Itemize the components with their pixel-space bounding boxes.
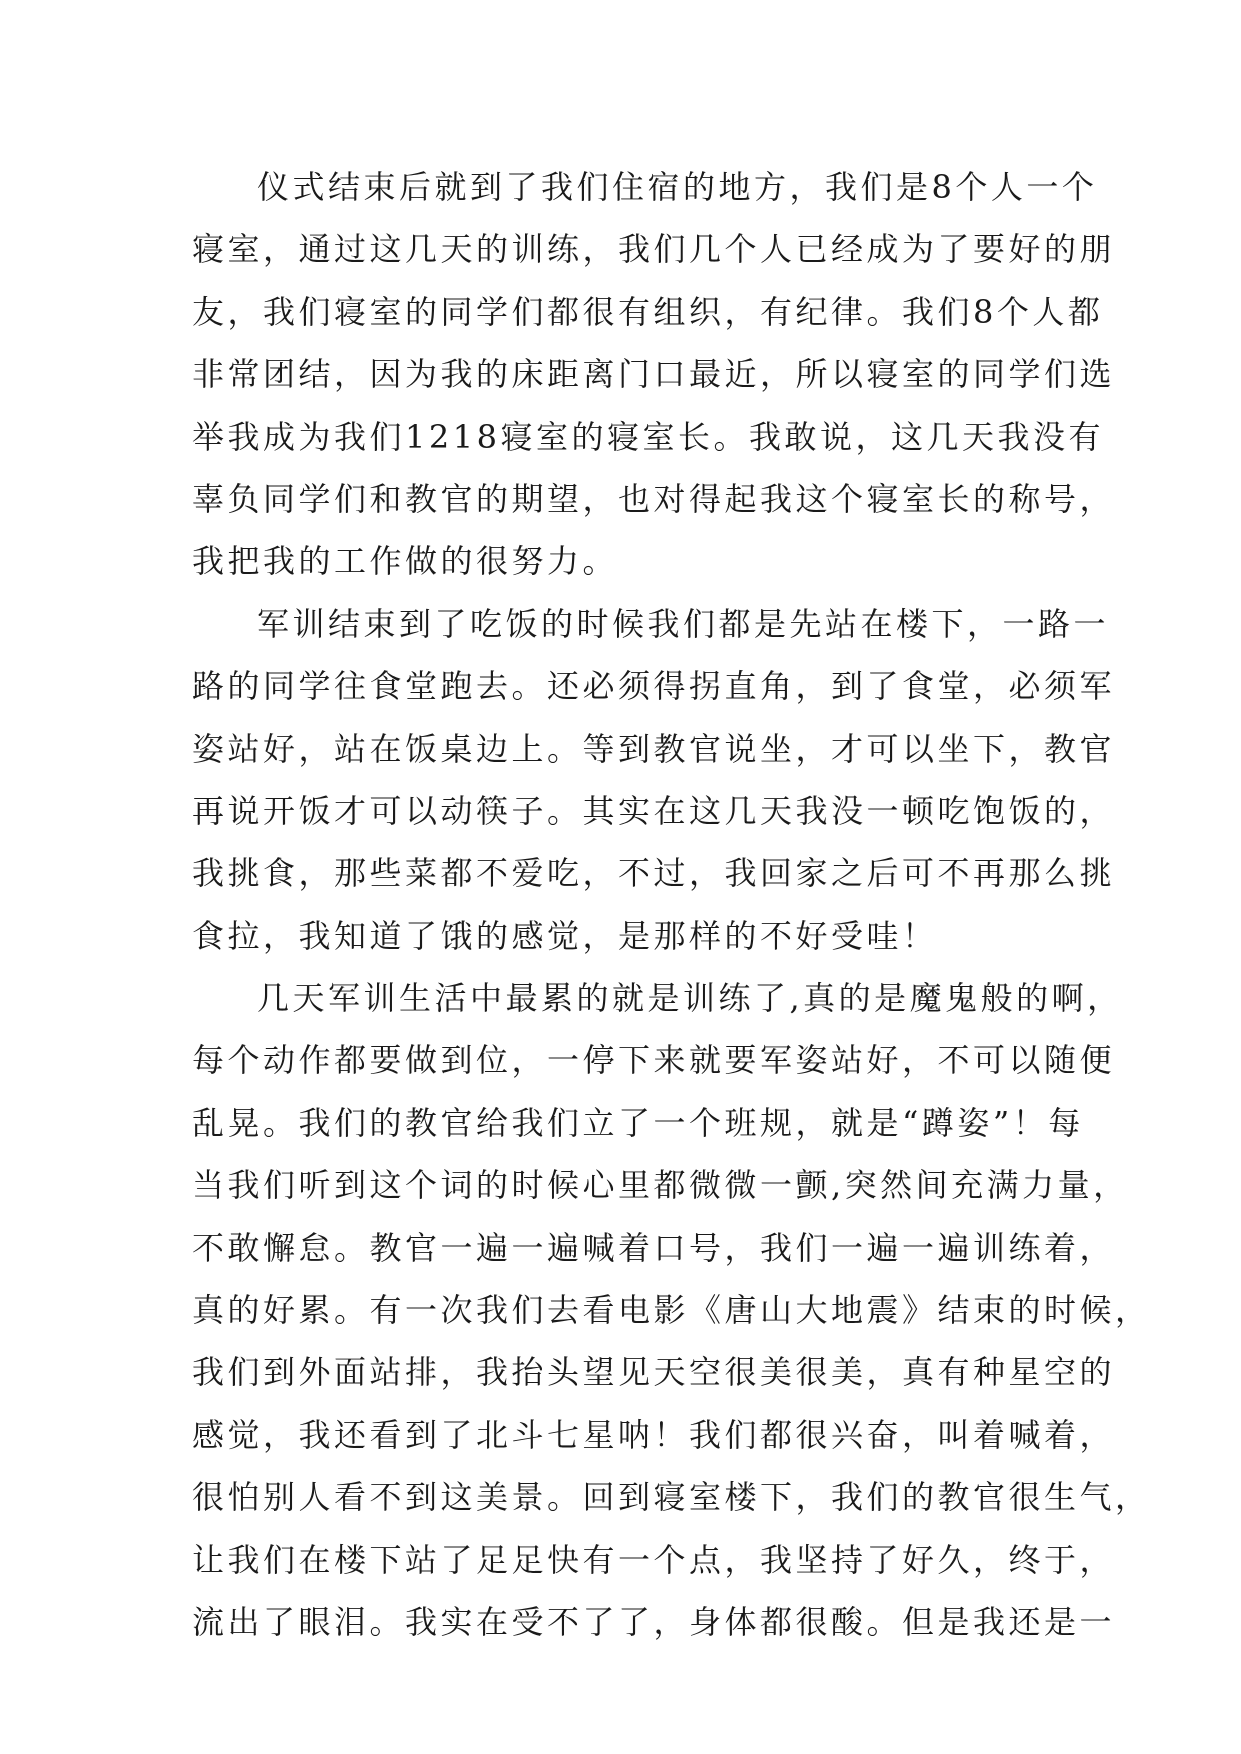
paragraph-3-line-2: 每个动作都要做到位，一停下来就要军姿站好，不可以随便	[192, 1041, 1116, 1080]
paragraph-2-line-5: 我挑食，那些菜都不爱吃，不过，我回家之后可不再那么挑	[192, 854, 1116, 893]
paragraph-3-line-1: 几天军训生活中最累的就是训练了,真的是魔鬼般的啊，	[257, 979, 1123, 1018]
paragraph-3-line-7: 我们到外面站排，我抬头望见天空很美很美，真有种星空的	[192, 1353, 1116, 1392]
paragraph-1-line-6: 辜负同学们和教官的期望，也对得起我这个寝室长的称号，	[192, 479, 1116, 518]
paragraph-3-line-10: 让我们在楼下站了足足快有一个点，我坚持了好久，终于，	[192, 1540, 1116, 1579]
paragraph-3-line-6: 真的好累。有一次我们去看电影《唐山大地震》结束的时候，	[192, 1291, 1151, 1330]
paragraph-1-line-5: 举我成为我们1218寝室的寝室长。我敢说，这几天我没有	[192, 417, 1104, 456]
paragraph-2-line-4: 再说开饭才可以动筷子。其实在这几天我没一顿吃饱饭的，	[192, 791, 1116, 830]
paragraph-2-line-3: 姿站好，站在饭桌边上。等到教官说坐，才可以坐下，教官	[192, 729, 1116, 768]
paragraph-1-line-2: 寝室，通过这几天的训练，我们几个人已经成为了要好的朋	[192, 230, 1116, 269]
paragraph-3-line-4: 当我们听到这个词的时候心里都微微一颤,突然间充满力量，	[192, 1166, 1129, 1205]
paragraph-1-line-1: 仪式结束后就到了我们住宿的地方，我们是8个人一个	[257, 168, 1098, 206]
paragraph-2-line-6: 食拉，我知道了饿的感觉，是那样的不好受哇！	[192, 916, 938, 955]
paragraph-1-line-3: 友，我们寝室的同学们都很有组织，有纪律。我们8个人都	[192, 292, 1104, 331]
paragraph-3-line-5: 不敢懈怠。教官一遍一遍喊着口号，我们一遍一遍训练着，	[192, 1228, 1116, 1267]
paragraph-2-line-2: 路的同学往食堂跑去。还必须得拐直角，到了食堂，必须军	[192, 667, 1116, 706]
paragraph-3-line-11: 流出了眼泪。我实在受不了了，身体都很酸。但是我还是一	[192, 1602, 1116, 1641]
paragraph-2-line-1: 军训结束到了吃饭的时候我们都是先站在楼下，一路一	[257, 604, 1110, 643]
paragraph-3-line-8: 感觉，我还看到了北斗七星呐！我们都很兴奋，叫着喊着，	[192, 1415, 1116, 1454]
paragraph-3-line-3: 乱晃。我们的教官给我们立了一个班规，就是“蹲姿”！每	[192, 1103, 1084, 1142]
body-text	[192, 156, 1151, 1653]
paragraph-1-line-7: 我把我的工作做的很努力。	[192, 542, 619, 581]
paragraph-3-line-9: 很怕别人看不到这美景。回到寝室楼下，我们的教官很生气，	[192, 1478, 1151, 1517]
paragraph-1-line-4: 非常团结，因为我的床距离门口最近，所以寝室的同学们选	[192, 355, 1116, 394]
